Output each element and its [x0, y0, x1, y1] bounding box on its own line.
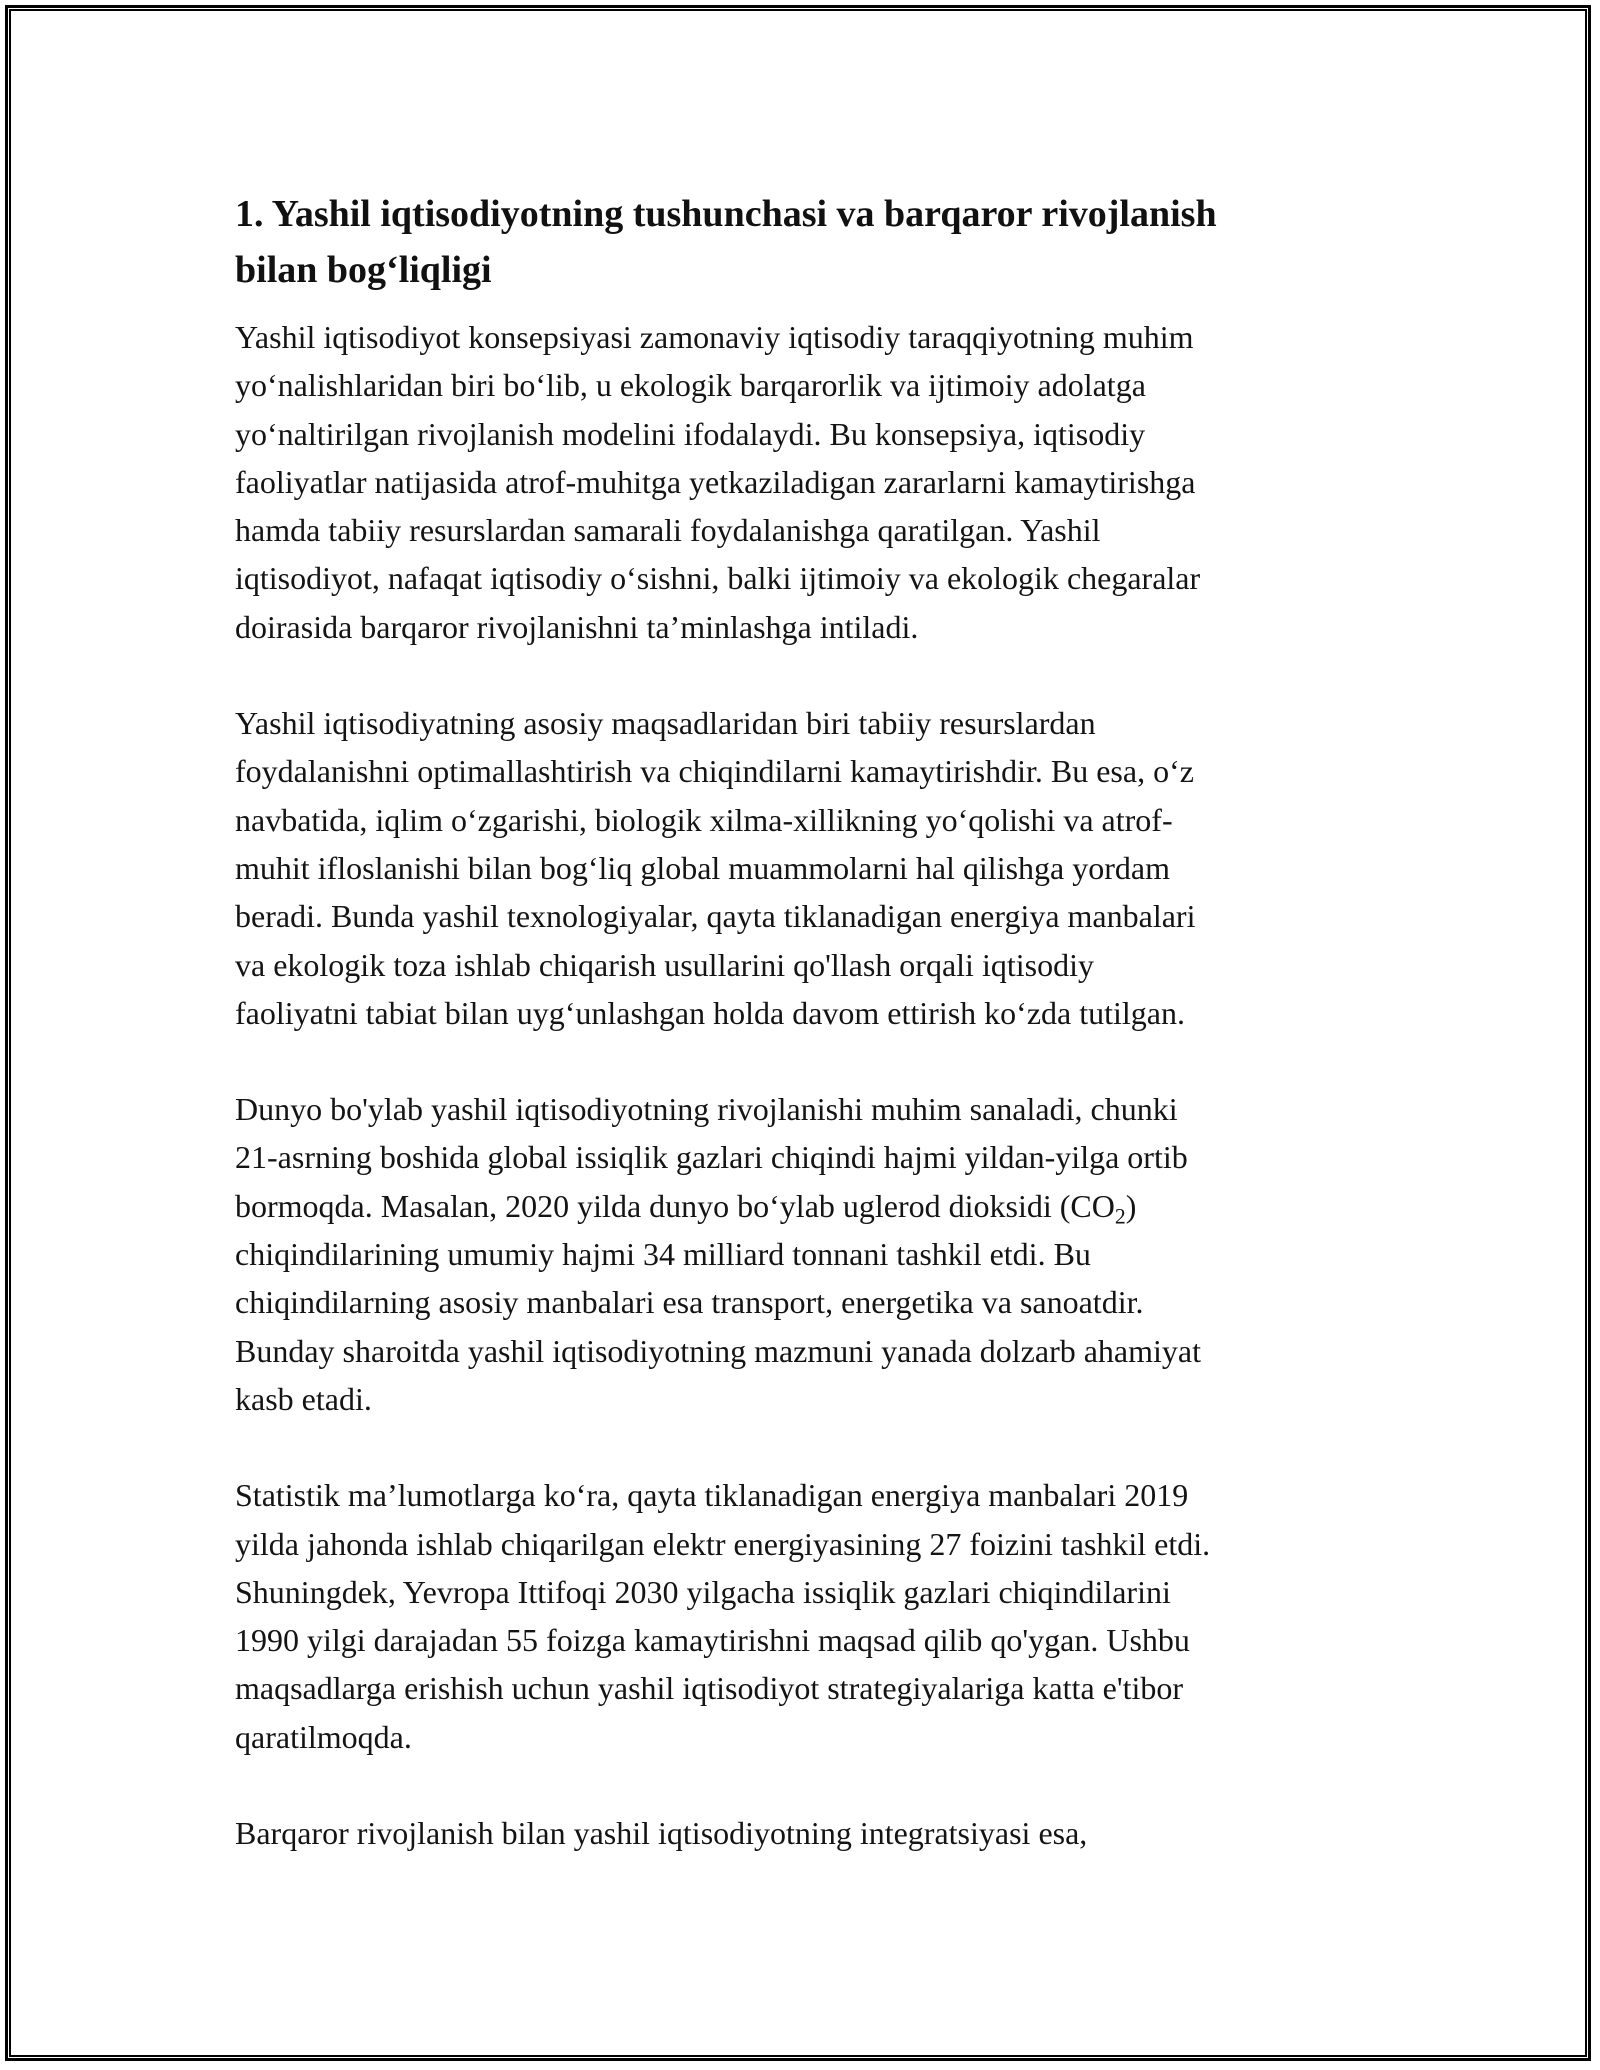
- text-line: chiqindilarning asosiy manbalari esa transport, energetika va sanoatdir.: [235, 1284, 1144, 1321]
- paragraph-5: [235, 1809, 1375, 1857]
- paragraph-3: [235, 1085, 1375, 1423]
- text-line: Statistik ma’lumotlarga ko‘ra, qayta tiklanadigan energiya manbalari 2019: [235, 1477, 1189, 1514]
- co2-text-before: bormoqda. Masalan, 2020 yilda dunyo bo‘ylab uglerod dioksidi (CO: [235, 1187, 1115, 1224]
- heading-line: bilan bog‘liqligi: [235, 249, 492, 291]
- text-line: yo‘nalishlaridan biri bo‘lib, u ekologik barqarorlik va ijtimoiy adolatga: [235, 367, 1146, 404]
- text-line: doirasida barqaror rivojlanishni ta’minlashga intiladi.: [235, 608, 919, 645]
- paragraph-4: [235, 1471, 1375, 1761]
- text-line: faoliyatni tabiat bilan uyg‘unlashgan holda davom ettirish ko‘zda tutilgan.: [235, 994, 1185, 1031]
- text-line: chiqindilarining umumiy hajmi 34 milliard tonnani tashkil etdi. Bu: [235, 1236, 1091, 1273]
- text-line: va ekologik toza ishlab chiqarish usullarini qo'llash orqali iqtisodiy: [235, 946, 1094, 983]
- text-line: maqsadlarga erishish uchun yashil iqtisodiyot strategiyalariga katta e'tibor: [235, 1670, 1184, 1707]
- co2-text-after: ): [1125, 1187, 1137, 1224]
- text-line-co2: [235, 1187, 1137, 1229]
- document-body: [235, 186, 1375, 1905]
- text-line: 21-asrning boshida global issiqlik gazlari chiqindi hajmi yildan-yilga ortib: [235, 1139, 1188, 1176]
- text-line: Shuningdek, Yevropa Ittifoqi 2030 yilgacha issiqlik gazlari chiqindilarini: [235, 1573, 1171, 1610]
- text-line: Barqaror rivojlanish bilan yashil iqtisodiyotning integratsiyasi esa,: [235, 1815, 1088, 1852]
- heading-line: 1. Yashil iqtisodiyotning tushunchasi va barqaror rivojlanish: [235, 193, 1217, 235]
- text-line: Yashil iqtisodiyatning asosiy maqsadlaridan biri tabiiy resurslardan: [235, 705, 1096, 742]
- text-line: kasb etadi.: [235, 1380, 372, 1417]
- paragraph-1: [235, 313, 1375, 651]
- co2-subscript: 2: [1114, 1204, 1126, 1229]
- text-line: muhit ifloslanishi bilan bog‘liq global muammolarni hal qilishga yordam: [235, 849, 1170, 886]
- text-line: Yashil iqtisodiyot konsepsiyasi zamonaviy iqtisodiy taraqqiyotning muhim: [235, 319, 1194, 355]
- paragraph-2: [235, 699, 1375, 1037]
- text-line: beradi. Bunda yashil texnologiyalar, qayta tiklanadigan energiya manbalari: [235, 898, 1196, 935]
- text-line: yo‘naltirilgan rivojlanish modelini ifodalaydi. Bu konsepsiya, iqtisodiy: [235, 415, 1146, 452]
- section-heading: [235, 186, 1375, 298]
- text-line: yilda jahonda ishlab chiqarilgan elektr energiyasining 27 foizini tashkil etdi.: [235, 1525, 1211, 1562]
- text-line: Dunyo bo'ylab yashil iqtisodiyotning rivojlanishi muhim sanaladi, chunki: [235, 1091, 1178, 1128]
- text-line: hamda tabiiy resurslardan samarali foydalanishga qaratilgan. Yashil: [235, 512, 1101, 549]
- text-line: navbatida, iqlim o‘zgarishi, biologik xilma-xillikning yo‘qolishi va atrof-: [235, 801, 1173, 838]
- text-line: iqtisodiyot, nafaqat iqtisodiy o‘sishni, balki ijtimoiy va ekologik chegaralar: [235, 560, 1201, 597]
- text-line: 1990 yilgi darajadan 55 foizga kamaytirishni maqsad qilib qo'ygan. Ushbu: [235, 1622, 1190, 1659]
- text-line: Bunday sharoitda yashil iqtisodiyotning mazmuni yanada dolzarb ahamiyat: [235, 1332, 1201, 1369]
- text-line: foydalanishni optimallashtirish va chiqindilarni kamaytirishdir. Bu esa, o‘z: [235, 753, 1194, 790]
- text-line: qaratilmoqda.: [235, 1718, 412, 1755]
- text-line: faoliyatlar natijasida atrof-muhitga yetkaziladigan zararlarni kamaytirishga: [235, 463, 1196, 500]
